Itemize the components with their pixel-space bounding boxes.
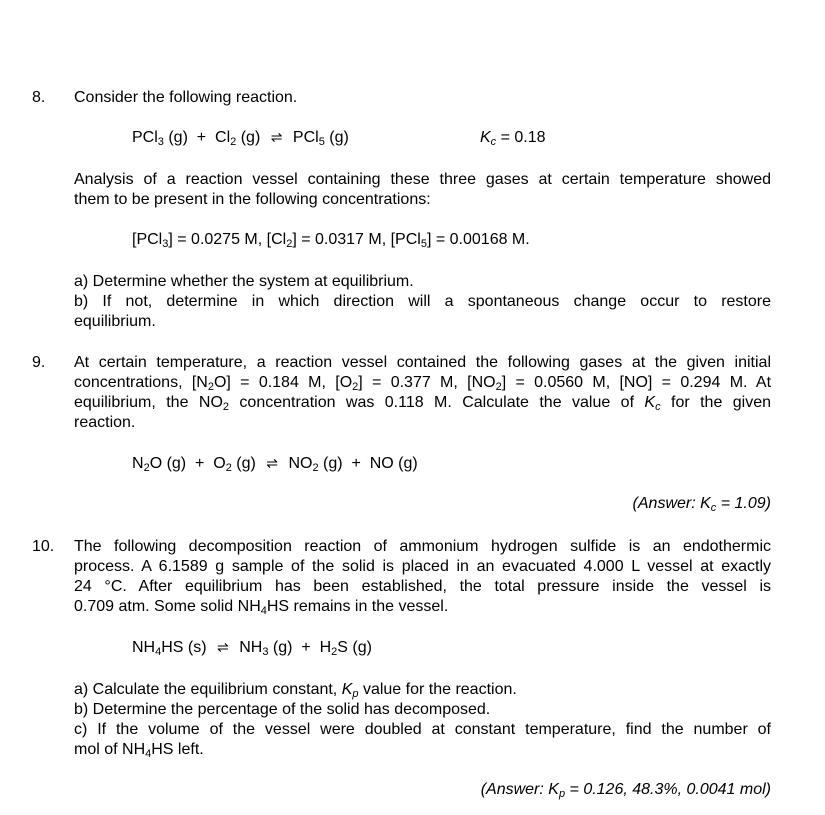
question-number: 9.	[32, 354, 46, 371]
subscript: 2	[286, 238, 293, 250]
subscript: p	[558, 788, 566, 800]
paragraph-line: At certain temperature, a reaction vessel contained the following gases at the given initial	[74, 354, 771, 371]
sub-question-a	[74, 680, 517, 700]
subscript: c	[655, 401, 661, 413]
subscript: 3	[157, 136, 164, 148]
text: ] = 0.0317 M, [PCl	[292, 231, 421, 248]
subscript: 2	[331, 646, 338, 658]
answer	[481, 781, 771, 799]
paragraph-line	[74, 393, 771, 413]
reaction-equation	[132, 639, 372, 657]
reactant-1: N	[132, 455, 144, 472]
question-number: 10.	[32, 538, 55, 555]
subscript: 2	[352, 381, 359, 393]
text: a) Calculate the equilibrium constant,	[74, 681, 342, 698]
equilibrium-constant	[480, 129, 546, 147]
text: O] = 0.184 M, [O	[213, 374, 353, 391]
subscript: 2	[230, 136, 237, 148]
state: (g)	[231, 455, 256, 472]
paragraph-line	[74, 373, 771, 393]
subscript: 5	[318, 136, 325, 148]
subscript: 5	[420, 238, 427, 250]
paragraph-line: Analysis of a reaction vessel containing these three gases at certain temperature showed	[74, 171, 771, 188]
subscript: 3	[162, 238, 169, 250]
reactant-1: NH	[132, 639, 156, 656]
subscript: p	[352, 688, 359, 700]
reactant-1: PCl	[132, 129, 158, 146]
reactant-2: Cl	[215, 129, 231, 146]
subscript: 3	[262, 646, 269, 658]
text: HS remains in the vessel.	[266, 598, 449, 615]
text: concentration was 0.118 M. Calculate the value of	[229, 394, 645, 411]
state: (g)	[324, 129, 349, 146]
paragraph-line: The following decomposition reaction of ammonium hydrogen sulfide is an endothermic	[74, 538, 771, 555]
paragraph-line: reaction.	[74, 414, 136, 431]
subscript: 2	[225, 462, 232, 474]
sub-question-c-cont	[74, 740, 204, 760]
text: ] = 0.377 M, [NO	[358, 374, 496, 391]
product-1: NH	[239, 639, 263, 656]
text: ] = 0.00168 M.	[426, 231, 530, 248]
text: for the given	[660, 394, 771, 411]
text: ] = 0.0275 M, [Cl	[168, 231, 287, 248]
sub-question-b: b) If not, determine in which direction will a spontaneous change occur to restore	[74, 293, 771, 310]
product-1: NO	[288, 455, 313, 472]
text: mol of NH	[74, 741, 146, 758]
text: ] = 0.0560 M, [NO] = 0.294 M. At	[501, 374, 772, 391]
state: S (g)	[337, 639, 372, 656]
answer	[633, 495, 771, 513]
text: equilibrium, the NO	[74, 394, 223, 411]
state: (g)	[163, 129, 188, 146]
plus-sign: +	[301, 639, 311, 656]
state: (g)	[236, 129, 261, 146]
question-number: 8.	[32, 89, 46, 106]
text: HS left.	[151, 741, 204, 758]
subscript: c	[490, 136, 497, 148]
text: [PCl	[132, 231, 163, 248]
reaction-equation	[132, 129, 349, 147]
question-intro: Consider the following reaction.	[74, 89, 298, 106]
subscript: 2	[143, 462, 150, 474]
paragraph-line: 24 °C. After equilibrium has been established, the total pressure inside the vessel is	[74, 578, 771, 595]
state: O (g)	[149, 455, 187, 472]
state: (g)	[268, 639, 293, 656]
k-symbol: K	[644, 394, 656, 411]
text: (Answer: K	[480, 781, 559, 798]
text: concentrations, [N	[74, 374, 208, 391]
k-value: = 0.18	[496, 129, 546, 146]
concentrations-line	[132, 231, 530, 249]
plus-sign: +	[196, 129, 207, 146]
sub-question-b-cont: equilibrium.	[74, 313, 156, 330]
plus-sign: +	[195, 455, 205, 472]
text: (Answer: K	[632, 495, 711, 512]
sub-question-c: c) If the volume of the vessel were doubled at constant temperature, find the number of	[74, 721, 771, 738]
k-symbol: K	[341, 681, 353, 698]
paragraph-line	[74, 597, 448, 617]
text: = 1.09)	[716, 495, 771, 512]
text: = 0.126, 48.3%, 0.0041 mol)	[565, 781, 771, 798]
text: 0.709 atm. Some solid NH	[74, 598, 261, 615]
paragraph-line: them to be present in the following concentrations:	[74, 191, 431, 208]
product-2: H	[319, 639, 332, 656]
equilibrium-arrow-icon: ⇌	[270, 129, 283, 145]
subscript: 4	[260, 605, 267, 617]
state: (g)	[318, 455, 343, 472]
paragraph-line: process. A 6.1589 g sample of the solid is placed in an evacuated 4.000 L vessel at exactly	[74, 558, 771, 575]
subscript: 2	[207, 381, 214, 393]
plus-sign: +	[351, 455, 361, 472]
equilibrium-arrow-icon: ⇌	[217, 639, 229, 655]
subscript: 4	[145, 748, 152, 760]
subscript: 2	[312, 462, 319, 474]
k-symbol: K	[480, 129, 491, 146]
subscript: 2	[495, 381, 502, 393]
sub-question-b: b) Determine the percentage of the solid has decomposed.	[74, 701, 491, 718]
product-2: NO (g)	[369, 455, 418, 472]
product-1: PCl	[292, 129, 319, 146]
sub-question-a: a) Determine whether the system at equilibrium.	[74, 273, 414, 290]
text: value for the reaction.	[358, 681, 517, 698]
subscript: c	[710, 502, 717, 514]
subscript: 2	[222, 401, 230, 413]
reactant-2: O	[213, 455, 226, 472]
state: HS (s)	[161, 639, 207, 656]
reaction-equation	[132, 455, 418, 473]
equilibrium-arrow-icon: ⇌	[266, 455, 279, 471]
subscript: 4	[155, 646, 162, 658]
